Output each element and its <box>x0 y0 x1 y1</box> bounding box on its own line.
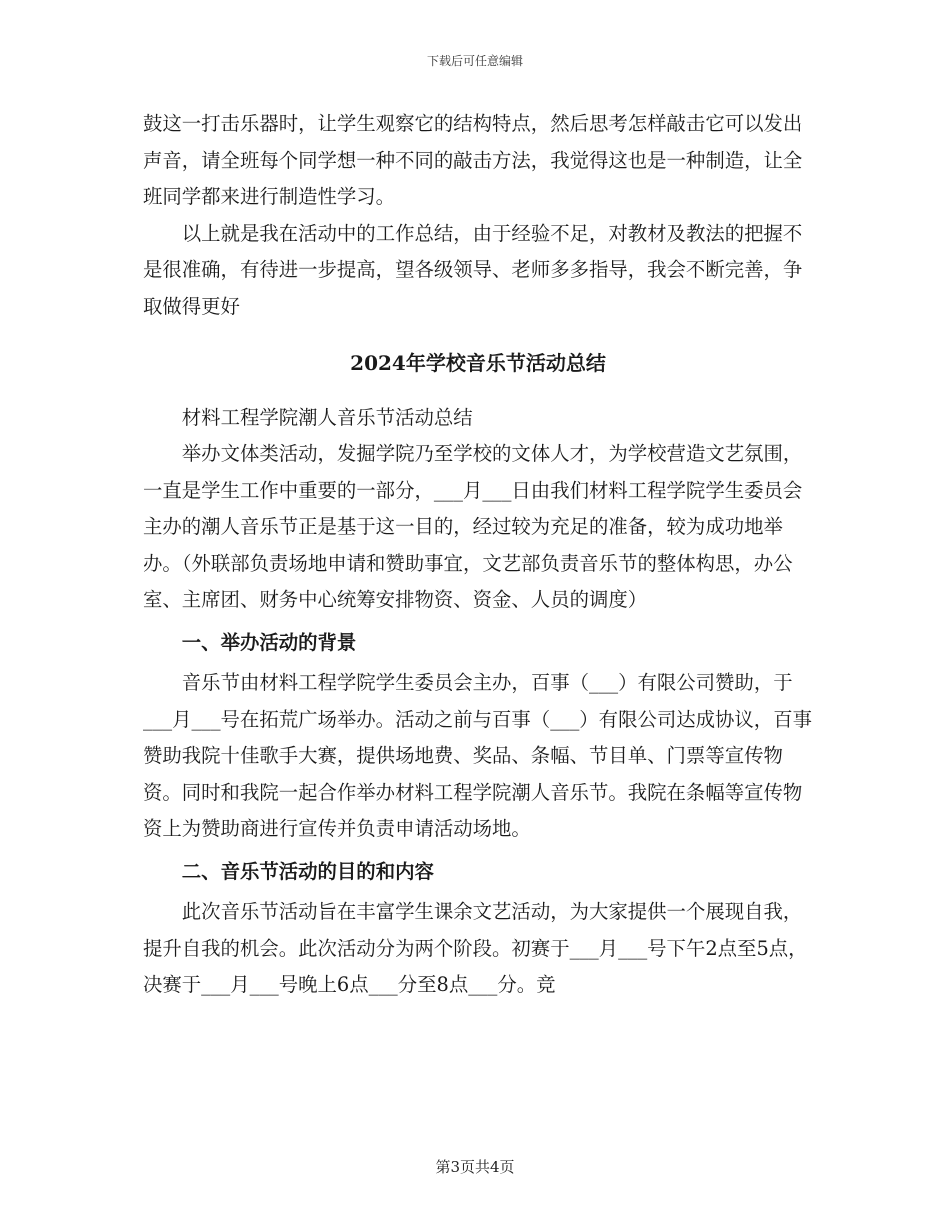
section-heading-background: 一、举办活动的背景 <box>181 630 357 654</box>
paragraph-purpose: 此次音乐节活动旨在丰富学生课余文艺活动，为大家提供一个展现自我，提升自我的机会。此次活动分为两个阶段。初赛于___月___号下午2点至5点，决赛于___月___号晚上6点___分至8点___分。竞 <box>143 900 808 996</box>
document-title: 2024年学校音乐节活动总结 <box>350 351 606 375</box>
paragraph-background: 音乐节由材料工程学院学生委员会主办，百事（___）有限公司赞助，于___月___号在拓荒广场举办。活动之前与百事（___）有限公司达成协议，百事赞助我院十佳歌手大赛，提供场地费、奖品、条幅、节目单、门票等宣传物资。同时和我院一起合作举办材料工程学院潮人音乐节。我院在条幅等宣传物资上为赞助商进行宣传并负责申请活动场地。 <box>143 671 812 840</box>
page-footer: 第3页共4页 <box>435 1158 515 1176</box>
paragraph-continuation: 鼓这一打击乐器时，让学生观察它的结构特点，然后思考怎样敲击它可以发出声音，请全班每个同学想一种不同的敲击方法，我觉得这也是一种制造，让全班同学都来进行制造性学习。 <box>143 112 803 208</box>
page-header: 下载后可任意编辑 <box>426 54 523 68</box>
document-body <box>143 106 813 1004</box>
document-subtitle: 材料工程学院潮人音乐节活动总结 <box>181 405 473 429</box>
paragraph-conclusion: 以上就是我在活动中的工作总结，由于经验不足，对教材及教法的把握不是很准确，有待进一步提高，望各级领导、老师多多指导，我会不断完善，争取做得更好 <box>143 221 803 318</box>
paragraph-intro: 举办文体类活动，发掘学院乃至学校的文体人才，为学校营造文艺氛围，一直是学生工作中重要的一部分，___月___日由我们材料工程学院学生委员会主办的潮人音乐节正是基于这一目的，经过较为充足的准备，较为成功地举办。（外联部负责场地申请和赞助事宜，文艺部负责音乐节的整体构思，办公室、主席团、财务中心统筹安排物资、资金、人员的调度） <box>143 442 803 611</box>
section-heading-purpose: 二、音乐节活动的目的和内容 <box>181 859 434 883</box>
